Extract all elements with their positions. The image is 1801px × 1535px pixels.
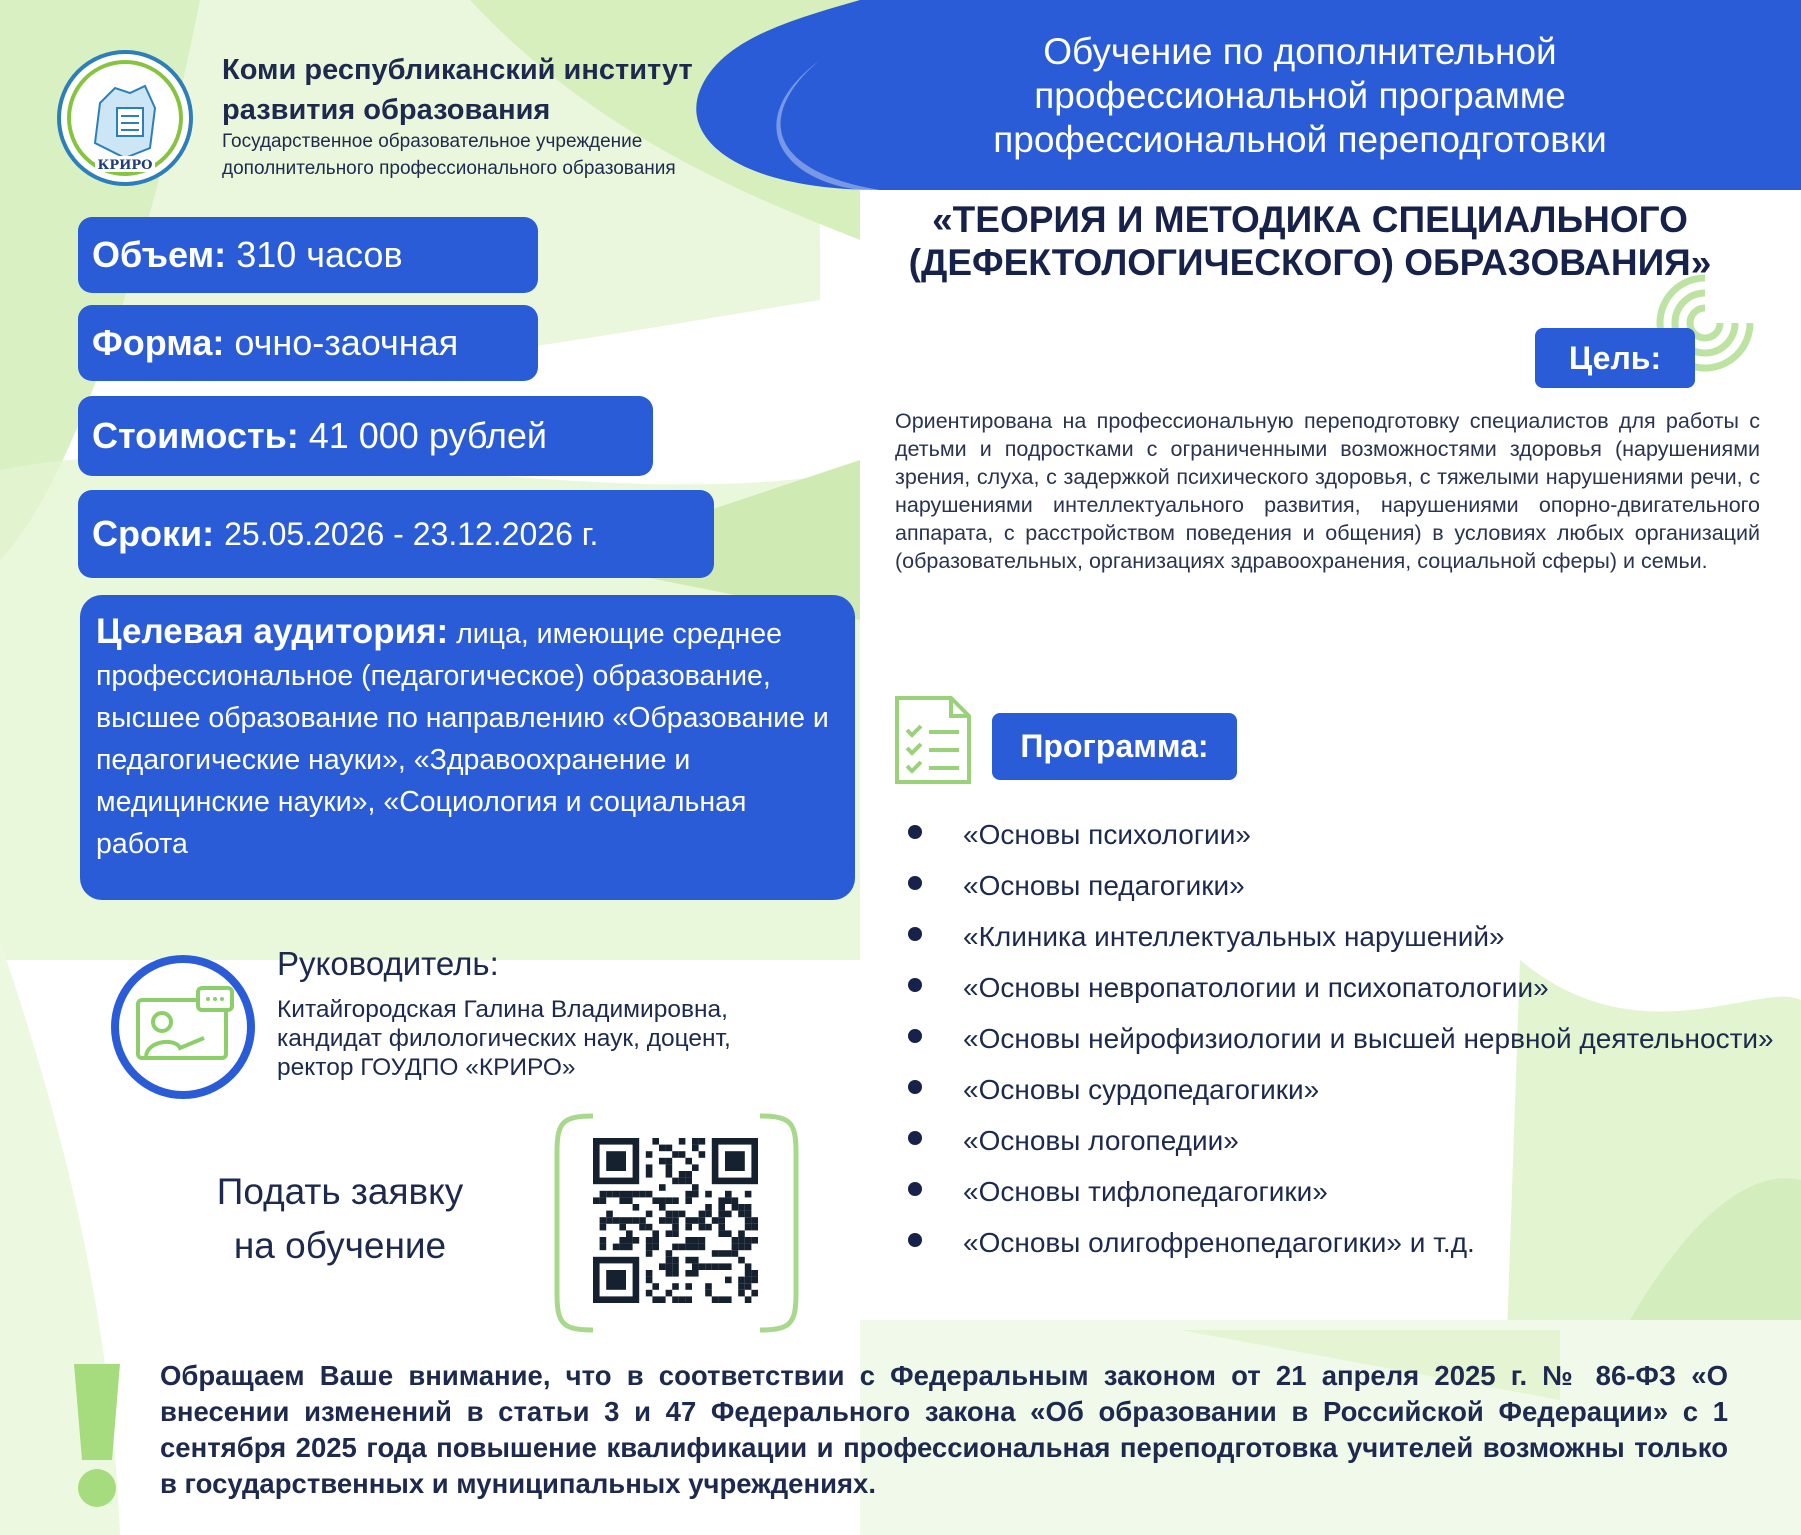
bullet-icon	[908, 927, 922, 941]
head-line: ректор ГОУДПО «КРИРО»	[277, 1054, 576, 1081]
checklist-icon	[893, 694, 973, 786]
list-item	[905, 969, 1775, 1006]
apply-line: Подать заявку	[216, 1171, 464, 1212]
program-list	[905, 816, 1775, 1275]
org-logo	[55, 48, 195, 188]
bullet-icon	[908, 825, 922, 839]
exclamation-icon	[70, 1360, 124, 1510]
logo-label: КРИРО	[97, 158, 153, 173]
apply-line: на обучение	[233, 1225, 447, 1266]
cost-value: 41 000 рублей	[308, 415, 547, 456]
goal-label: Цель:	[1535, 328, 1695, 388]
volume-label: Объем:	[92, 234, 227, 275]
cost-pill	[78, 396, 653, 476]
program-item: «Клиника интеллектуальных нарушений»	[963, 921, 1505, 952]
program-item: «Основы олигофренопедагогики» и т.д.	[963, 1227, 1475, 1258]
head-text	[277, 995, 731, 1082]
head-label: Руководитель:	[277, 945, 499, 982]
form-label: Форма:	[92, 322, 225, 363]
org-name: Коми республиканский институт развития образования	[222, 54, 693, 126]
banner-text: Обучение по дополнительной профессиональной программе профессиональной переподготовки	[993, 31, 1607, 160]
head-line: кандидат филологических наук, доцент,	[277, 1025, 731, 1052]
list-item	[905, 1020, 1775, 1057]
program-item: «Основы тифлопедагогики»	[963, 1176, 1328, 1207]
program-item: «Основы сурдопедагогики»	[963, 1074, 1320, 1105]
program-item: «Основы психологии»	[963, 819, 1251, 850]
program-label: Программа:	[992, 713, 1237, 780]
qr-code[interactable]	[553, 1112, 800, 1334]
form-pill	[78, 305, 538, 381]
bullet-icon	[908, 1233, 922, 1247]
notice-text: Обращаем Ваше внимание, что в соответствии с Федеральным законом от 21 апреля 2025 г. № 86-ФЗ «О внесении изменений в статьи 3 и 47 Федерального закона «Об образовании в Российской Федерации» с 1 сентября 2025 года повышение квалификации и профессиональная переподготовка учителей возможны только в государственных и муниципальных учреждениях.	[160, 1360, 1728, 1499]
bullet-icon	[908, 1029, 922, 1043]
dates-label: Сроки:	[92, 513, 215, 554]
program-title: «ТЕОРИЯ И МЕТОДИКА СПЕЦИАЛЬНОГО (ДЕФЕКТОЛОГИЧЕСКОГО) ОБРАЗОВАНИЯ»	[908, 199, 1712, 283]
program-item: «Основы невропатологии и психопатологии»	[963, 972, 1549, 1003]
bullet-icon	[908, 1131, 922, 1145]
program-item: «Основы нейрофизиологии и высшей нервной деятельности»	[963, 1023, 1774, 1054]
apply-text	[180, 1165, 500, 1273]
audience-card	[80, 595, 855, 900]
list-item	[905, 1224, 1775, 1261]
bullet-icon	[908, 978, 922, 992]
org-subtitle: Государственное образовательное учреждение дополнительного профессионального образования	[222, 131, 676, 179]
audience-text: лица, имеющие среднее профессиональное (педагогическое) образование, высшее образование по направлению «Образование и педагогические науки», «Здравоохранение и медицинские науки», «Социология и социальная работа	[96, 618, 829, 860]
bullet-icon	[908, 876, 922, 890]
list-item	[905, 1071, 1775, 1108]
teacher-presentation-icon	[108, 952, 258, 1102]
head-line: Китайгородская Галина Владимировна,	[277, 996, 728, 1023]
form-value: очно-заочная	[234, 322, 459, 363]
list-item	[905, 867, 1775, 904]
list-item	[905, 1122, 1775, 1159]
dates-value: 25.05.2026 - 23.12.2026 г.	[224, 515, 599, 552]
audience-label: Целевая аудитория:	[96, 612, 449, 651]
list-item	[905, 1173, 1775, 1210]
goal-text: Ориентирована на профессиональную переподготовку специалистов для работы с детьми и подростками с ограниченными возможностями здоровья (нарушениями зрения, слуха, с задержкой психического здоровья, с тяжелыми нарушениями речи, с нарушениями интеллектуального развития, нарушениями опорно-двигательного аппарата, с расстройством поведения и общения) в условиях любых организаций (образовательных, организациях здравоохранения, социальной сферы) и семьи.	[895, 409, 1760, 573]
dates-pill	[78, 490, 714, 578]
cost-label: Стоимость:	[92, 415, 299, 456]
bullet-icon	[908, 1182, 922, 1196]
volume-value: 310 часов	[236, 234, 403, 275]
volume-pill	[78, 217, 538, 293]
list-item	[905, 816, 1775, 853]
program-item: «Основы педагогики»	[963, 870, 1245, 901]
list-item	[905, 918, 1775, 955]
program-item: «Основы логопедии»	[963, 1125, 1239, 1156]
bullet-icon	[908, 1080, 922, 1094]
